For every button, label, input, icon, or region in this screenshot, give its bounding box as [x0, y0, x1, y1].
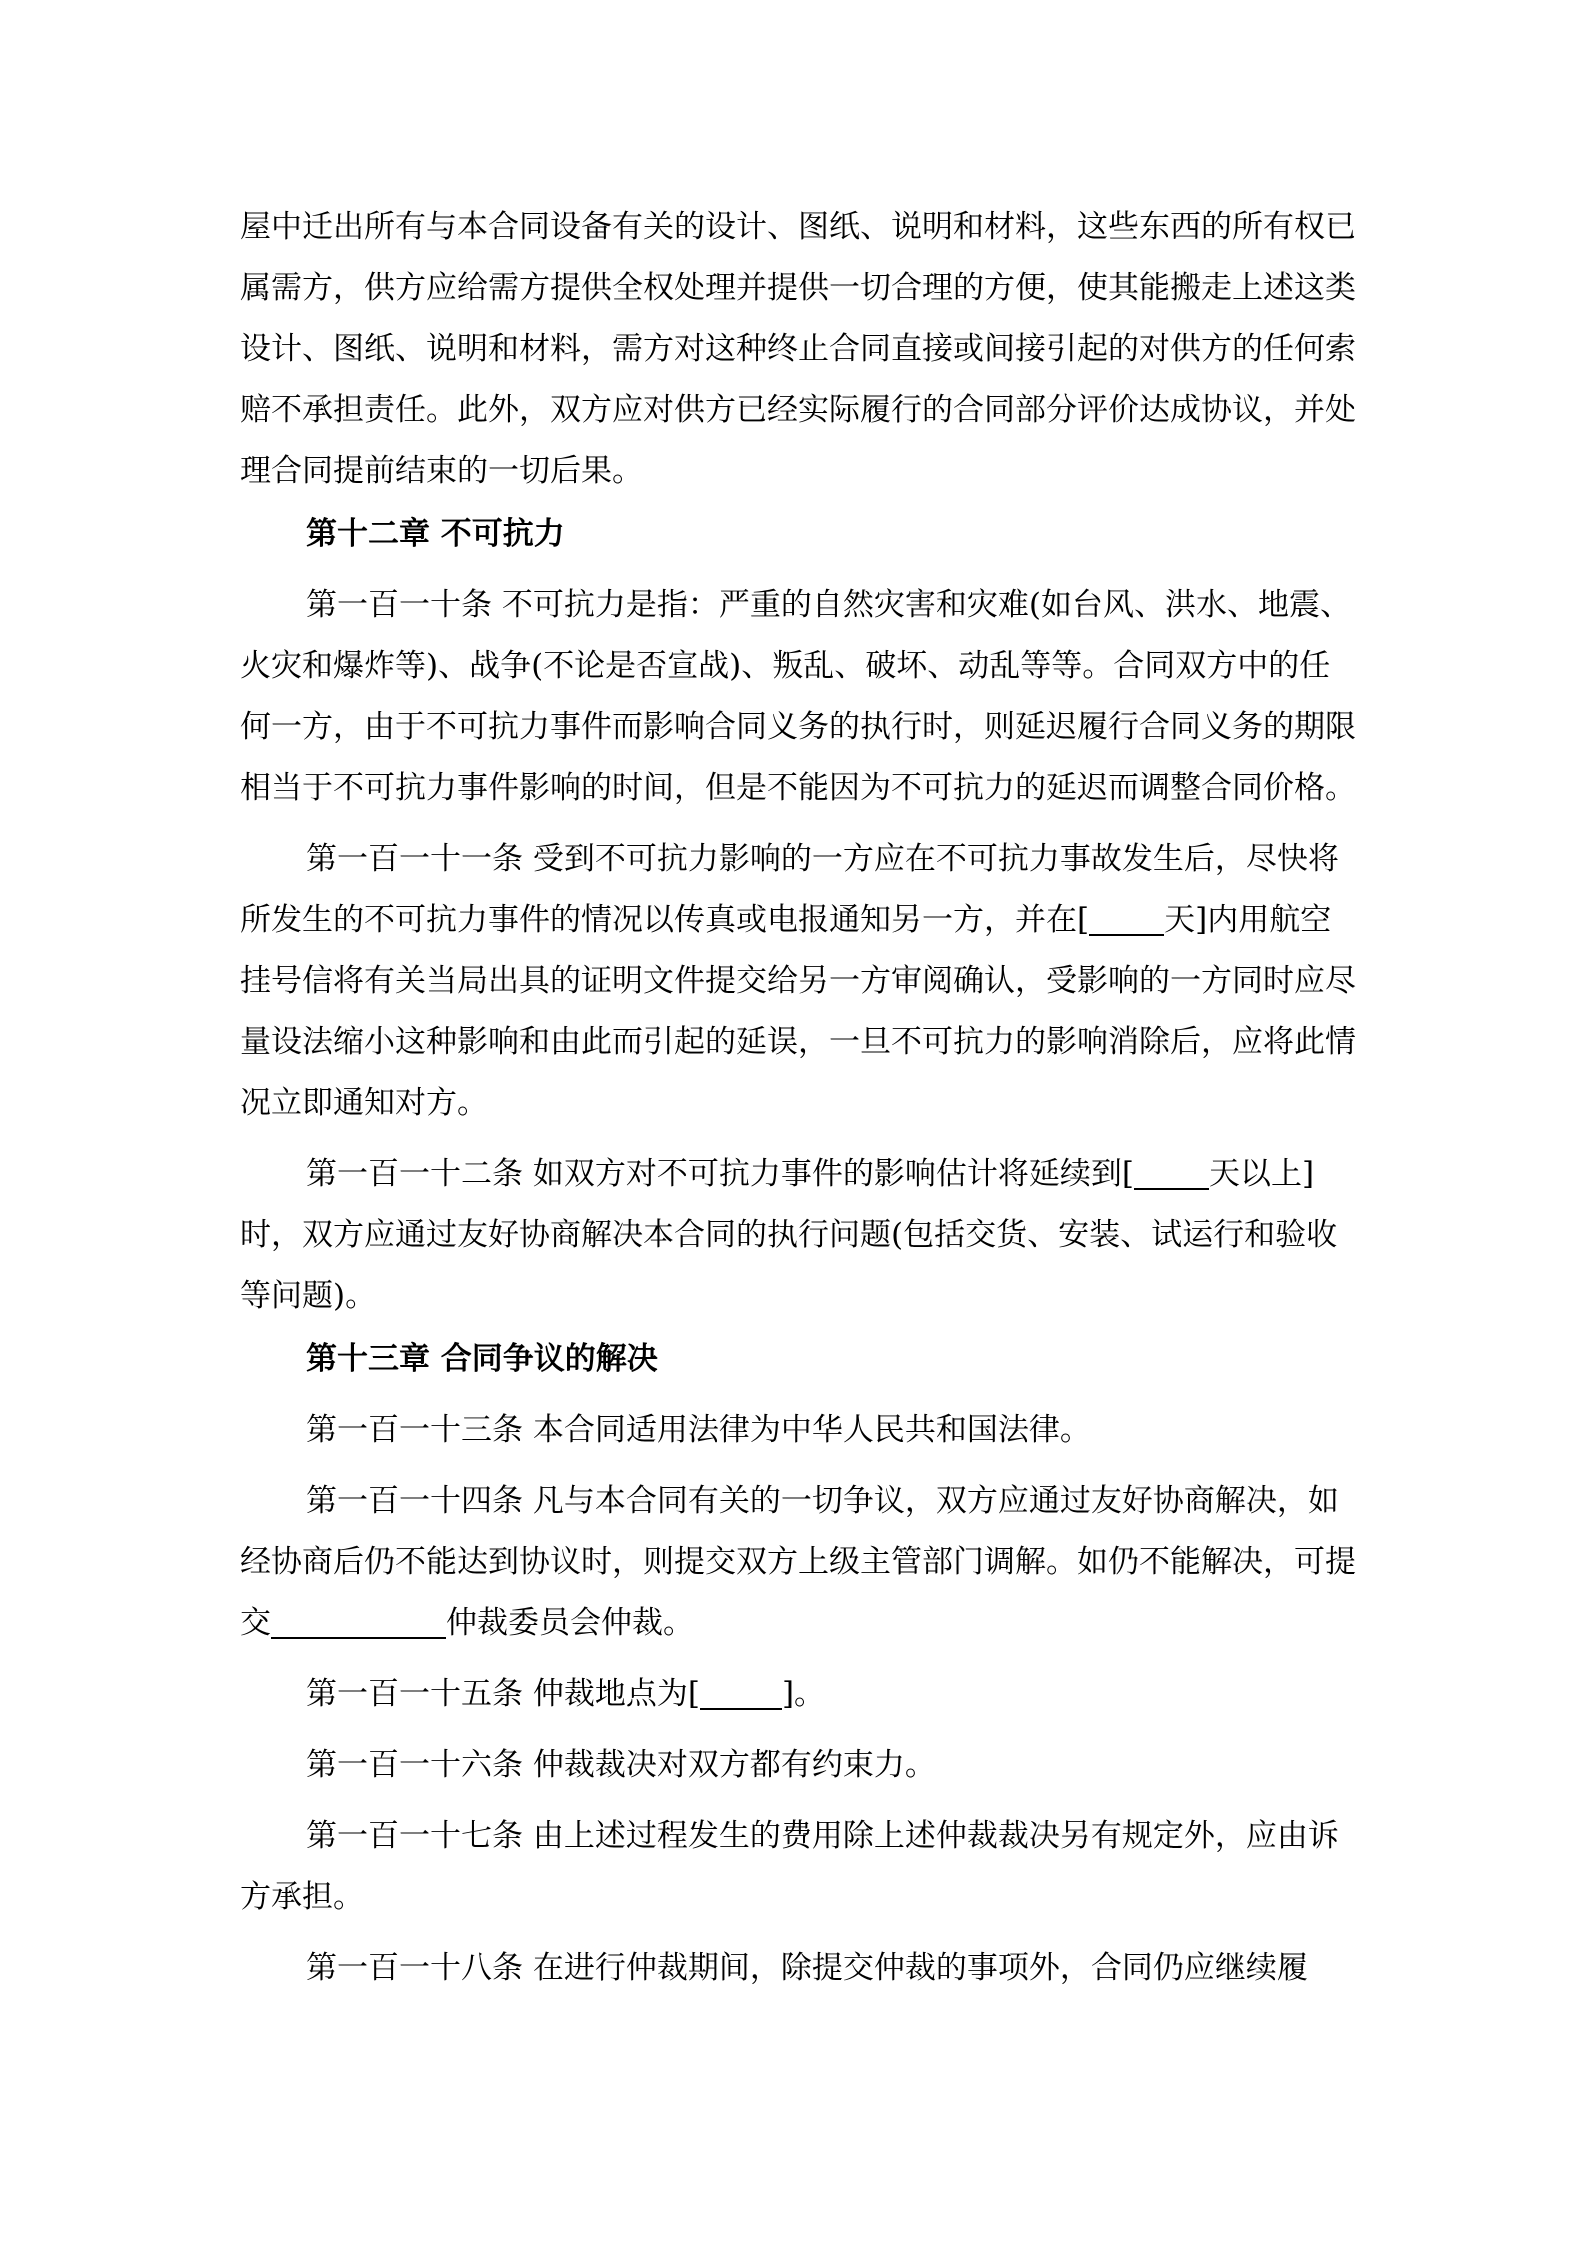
chapter-12-heading: 第十二章 不可抗力 — [306, 516, 565, 552]
article-114-text-a: 第一百一十四条 凡与本合同有关的一切争议，双方应通过友好协商解决，如经协商后仍不能达到协议时，则提交双方上级主管部门调解。如仍不能解决，可提交 — [240, 1483, 1356, 1641]
chapter-13-heading: 第十三章 合同争议的解决 — [306, 1341, 658, 1377]
article-116: 第一百一十六条 仲裁裁决对双方都有约束力。 — [306, 1747, 936, 1783]
article-117: 第一百一十七条 由上述过程发生的费用除上述仲裁裁决另有规定外，应由诉方承担。 — [240, 1818, 1339, 1915]
article-111-text-a: 第一百一十一条 受到不可抗力影响的一方应在不可抗力事故发生后，尽快将所发生的不可抗力事件的情况以传真或电报通知另一方，并在[ — [240, 841, 1339, 938]
arbitration-commission-blank[interactable] — [271, 1605, 446, 1639]
days-blank[interactable] — [1089, 902, 1164, 936]
article-115-text-a: 第一百一十五条 仲裁地点为[ — [306, 1676, 700, 1712]
document-body — [240, 197, 1360, 1999]
article-118: 第一百一十八条 在进行仲裁期间，除提交仲裁的事项外，合同仍应继续履 — [306, 1950, 1308, 1986]
article-110: 第一百一十条 不可抗力是指：严重的自然灾害和灾难(如台风、洪水、地震、火灾和爆炸等)、战争(不论是否宣战)、叛乱、破坏、动乱等等。合同双方中的任何一方，由于不可抗力事件而影响合同义务的执行时，则延迟履行合同义务的期限相当于不可抗力事件影响的时间，但是不能因为不可抗力的延迟而调整合同价格。 — [240, 587, 1356, 806]
article-111 — [240, 829, 1360, 1134]
article-115 — [240, 1664, 1360, 1725]
article-114 — [240, 1471, 1360, 1654]
article-112 — [240, 1144, 1360, 1327]
article-114-text-b: 仲裁委员会仲裁。 — [446, 1605, 694, 1641]
days-blank[interactable] — [1134, 1156, 1209, 1190]
article-115-text-b: ]。 — [781, 1676, 826, 1712]
article-112-text-b: 天以上]时，双方应通过友好协商解决本合同的执行问题(包括交货、安装、试运行和验收等问题)。 — [240, 1156, 1338, 1314]
arbitration-place-blank[interactable] — [700, 1676, 782, 1710]
continued-paragraph: 屋中迁出所有与本合同设备有关的设计、图纸、说明和材料，这些东西的所有权已属需方，供方应给需方提供全权处理并提供一切合理的方便，使其能搬走上述这类设计、图纸、说明和材料，需方对这种终止合同直接或间接引起的对供方的任何索赔不承担责任。此外，双方应对供方已经实际履行的合同部分评价达成协议，并处理合同提前结束的一切后果。 — [240, 209, 1356, 489]
article-113: 第一百一十三条 本合同适用法律为中华人民共和国法律。 — [306, 1412, 1091, 1448]
article-111-text-b: 天]内用航空挂号信将有关当局出具的证明文件提交给另一方审阅确认，受影响的一方同时应尽量设法缩小这种影响和由此而引起的延误，一旦不可抗力的影响消除后，应将此情况立即通知对方。 — [240, 902, 1356, 1121]
article-112-text-a: 第一百一十二条 如双方对不可抗力事件的影响估计将延续到[ — [306, 1156, 1134, 1192]
